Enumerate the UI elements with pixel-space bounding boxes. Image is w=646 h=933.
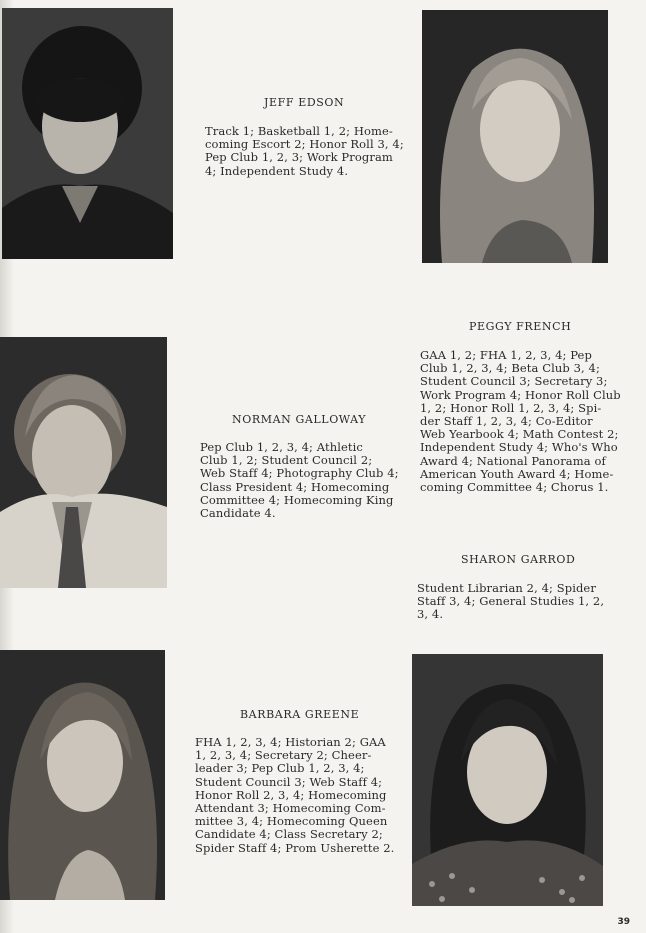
portrait-photo-bottom-right <box>412 654 603 906</box>
student-name-barbara-greene: BARBARA GREENE <box>240 708 360 721</box>
student-name-peggy-french: PEGGY FRENCH <box>469 320 572 333</box>
student-activities-barbara-greene: FHA 1, 2, 3, 4; Historian 2; GAA 1, 2, 3, 4; Secretary 2; Cheer- leader 3; Pep Club 1, 2, 3, 4; Student Council 3; Web Staff 4; Honor Roll 2, 3, 4; Homecoming Attendant 3; Homecoming Com- mittee 3, 4; Homecoming Queen Candidate 4; Class Secretary 2; Spider Staff 4; Prom Usherette 2. <box>195 735 395 855</box>
student-name-jeff-edson: JEFF EDSON <box>264 96 345 109</box>
portrait-photo-norman-galloway <box>0 337 167 588</box>
student-name-norman-galloway: NORMAN GALLOWAY <box>232 413 367 426</box>
student-name-sharon-garrod: SHARON GARROD <box>461 553 576 566</box>
student-activities-jeff-edson: Track 1; Basketball 1, 2; Home- coming Escort 2; Honor Roll 3, 4; Pep Club 1, 2, 3; Work Program 4; Independent Study 4. <box>205 124 404 178</box>
portrait-photo-jeff-edson <box>2 8 173 259</box>
page-number: 39 <box>617 917 630 927</box>
student-activities-peggy-french: GAA 1, 2; FHA 1, 2, 3, 4; Pep Club 1, 2, 3, 4; Beta Club 3, 4; Student Council 3; Secretary 3; Work Program 4; Honor Roll Club 1, 2; Honor Roll 1, 2, 3, 4; Spi- der Staff 1, 2, 3, 4; Co-Editor Web Yearbook 4; Math Contest 2; Independent Study 4; Who's Who Award 4; National Panorama of American Youth Award 4; Home- coming Committee 4; Chorus 1. <box>420 348 621 495</box>
student-activities-norman-galloway: Pep Club 1, 2, 3, 4; Athletic Club 1, 2; Student Council 2; Web Staff 4; Photography Club 4; Class President 4; Homecoming Committee 4; Homecoming King Candidate 4. <box>200 440 399 521</box>
portrait-photo-barbara-greene <box>0 650 165 900</box>
portrait-photo-peggy-french <box>422 10 608 263</box>
student-activities-sharon-garrod: Student Librarian 2, 4; Spider Staff 3, 4; General Studies 1, 2, 3, 4. <box>417 581 605 622</box>
